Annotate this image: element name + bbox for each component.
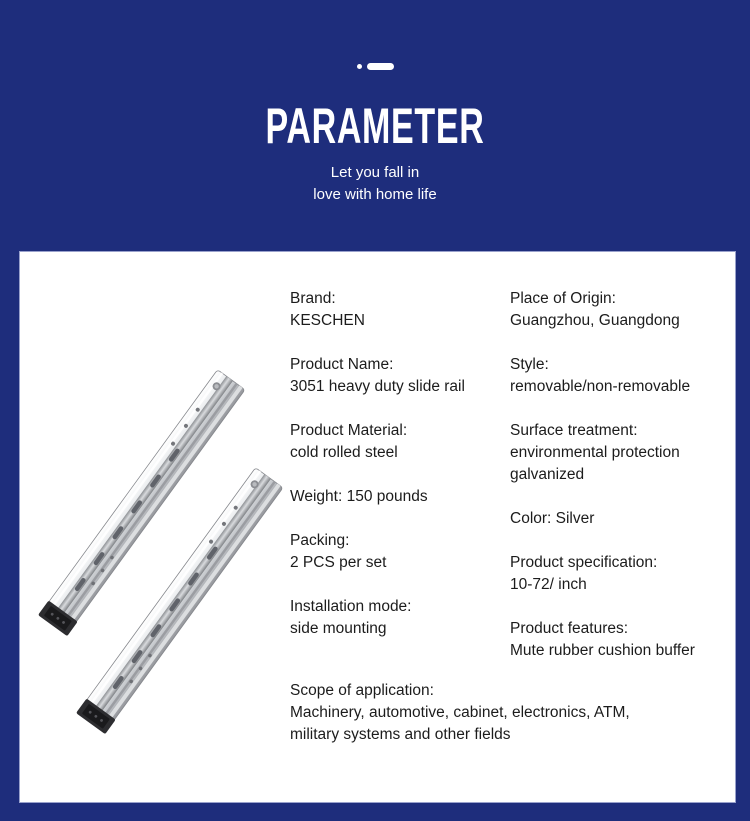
spec-block-color [510,508,735,530]
spec-label: Product Name: [290,356,394,373]
dot-icon [357,64,362,69]
spec-column-left [290,288,505,662]
spec-block-product-features [510,618,735,662]
spec-value: Guangzhou, Guangdong [510,312,680,329]
spec-block-weight [290,486,505,508]
spec-column-right [510,288,735,684]
spec-value: 10-72/ inch [510,576,587,593]
dash-icon [367,63,394,70]
spec-block-surface-treatment [510,420,735,486]
spec-label: Brand: [290,290,336,307]
spec-value: 3051 heavy duty slide rail [290,378,465,395]
spec-block-place-of-origin [510,288,735,332]
subtitle-line-2: love with home life [313,186,437,203]
page-title-text: PARAMETER [265,98,485,154]
spec-label: Packing: [290,532,350,549]
spec-label: Weight: 150 pounds [290,488,428,505]
spec-label: Color: Silver [510,510,595,527]
spec-label: Product specification: [510,554,658,571]
slide-rails-image [20,332,300,757]
spec-value: Machinery, automotive, cabinet, electronics, ATM, [290,704,630,721]
dot-dash-icon [0,63,750,70]
scope-of-application-block [290,680,630,746]
spec-block-product-specification [510,552,735,596]
spec-label: Place of Origin: [510,290,616,307]
spec-block-installation-mode [290,596,505,640]
spec-value: Mute rubber cushion buffer [510,642,695,659]
spec-block-brand [290,288,505,332]
spec-label: Style: [510,356,549,373]
spec-label: Surface treatment: [510,422,638,439]
subtitle-line-1: Let you fall in [330,164,420,181]
spec-label: Installation mode: [290,598,412,615]
spec-value: cold rolled steel [290,444,398,461]
spec-block-product-name [290,354,505,398]
spec-value: removable/non-removable [510,378,691,395]
spec-block-product-material [290,420,505,464]
spec-label: Product features: [510,620,629,637]
spec-label: Product Material: [290,422,408,439]
page-title [0,98,750,154]
spec-value: KESCHEN [290,312,365,329]
spec-value: 2 PCS per set [290,554,387,571]
spec-block-style [510,354,735,398]
spec-value: military systems and other fields [290,726,511,743]
spec-label: Scope of application: [290,682,434,699]
parameter-card [20,252,735,802]
spec-value: side mounting [290,620,387,637]
spec-value: galvanized [510,466,585,483]
spec-value: environmental protection [510,444,680,461]
page-subtitle [0,162,750,206]
spec-block-packing [290,530,505,574]
